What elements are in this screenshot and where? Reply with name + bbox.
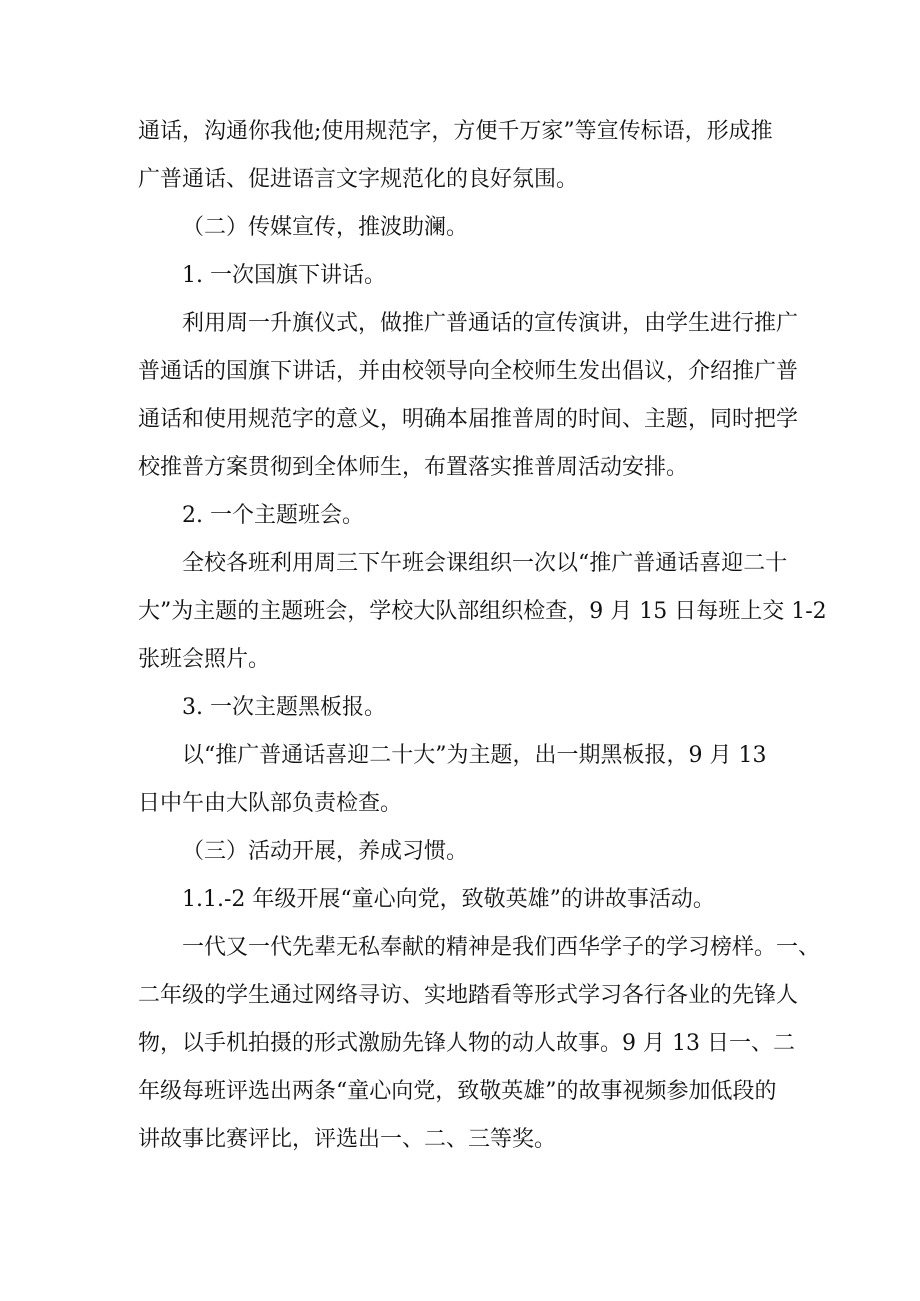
text-line: 讲故事比赛评比，评选出一、二、三等奖。 <box>138 1127 557 1152</box>
text-line: 校推普方案贯彻到全体师生，布置落实推普周活动安排。 <box>138 455 689 480</box>
section-heading: （二）传媒宣传，推波助澜。 <box>182 215 469 240</box>
subsection-heading: 2. 一个主题班会。 <box>182 503 364 528</box>
text-line: 一代又一代先辈无私奉献的精神是我们西华学子的学习榜样。一、 <box>182 935 821 960</box>
text-line: 全校各班利用周三下午班会课组织一次以“推广普通话喜迎二十 <box>182 551 788 576</box>
section-heading: （三）活动开展，养成习惯。 <box>182 839 469 864</box>
text-line: 普通话的国旗下讲话，并由校领导向全校师生发出倡议，介绍推广普 <box>138 359 799 384</box>
subsection-heading: 1. 一次国旗下讲话。 <box>182 263 386 288</box>
text-line: 通话，沟通你我他;使用规范字，方便千万家”等宣传标语，形成推 <box>138 119 773 144</box>
text-line: 日中午由大队部负责检查。 <box>138 791 403 816</box>
subsection-heading: 1.1.-2 年级开展“童心向党，致敬英雄”的讲故事活动。 <box>182 887 715 912</box>
text-line: 利用周一升旗仪式，做推广普通话的宣传演讲，由学生进行推广 <box>182 311 799 336</box>
text-line: 年级每班评选出两条“童心向党，致敬英雄”的故事视频参加低段的 <box>138 1079 777 1104</box>
text-line: 以“推广普通话喜迎二十大”为主题，出一期黑板报，9 月 13 <box>182 743 767 768</box>
document-body <box>138 108 827 1164</box>
text-line: 物，以手机拍摄的形式激励先锋人物的动人故事。9 月 13 日一、二 <box>138 1031 795 1056</box>
text-line: 二年级的学生通过网络寻访、实地踏看等形式学习各行各业的先锋人 <box>138 983 799 1008</box>
text-line: 大”为主题的主题班会，学校大队部组织检查，9 月 15 日每班上交 1-2 <box>138 599 827 624</box>
subsection-heading: 3. 一次主题黑板报。 <box>182 695 386 720</box>
text-line: 广普通话、促进语言文字规范化的良好氛围。 <box>138 167 579 192</box>
text-line: 张班会照片。 <box>138 647 271 672</box>
text-line: 通话和使用规范字的意义，明确本届推普周的时间、主题，同时把学 <box>138 407 799 432</box>
